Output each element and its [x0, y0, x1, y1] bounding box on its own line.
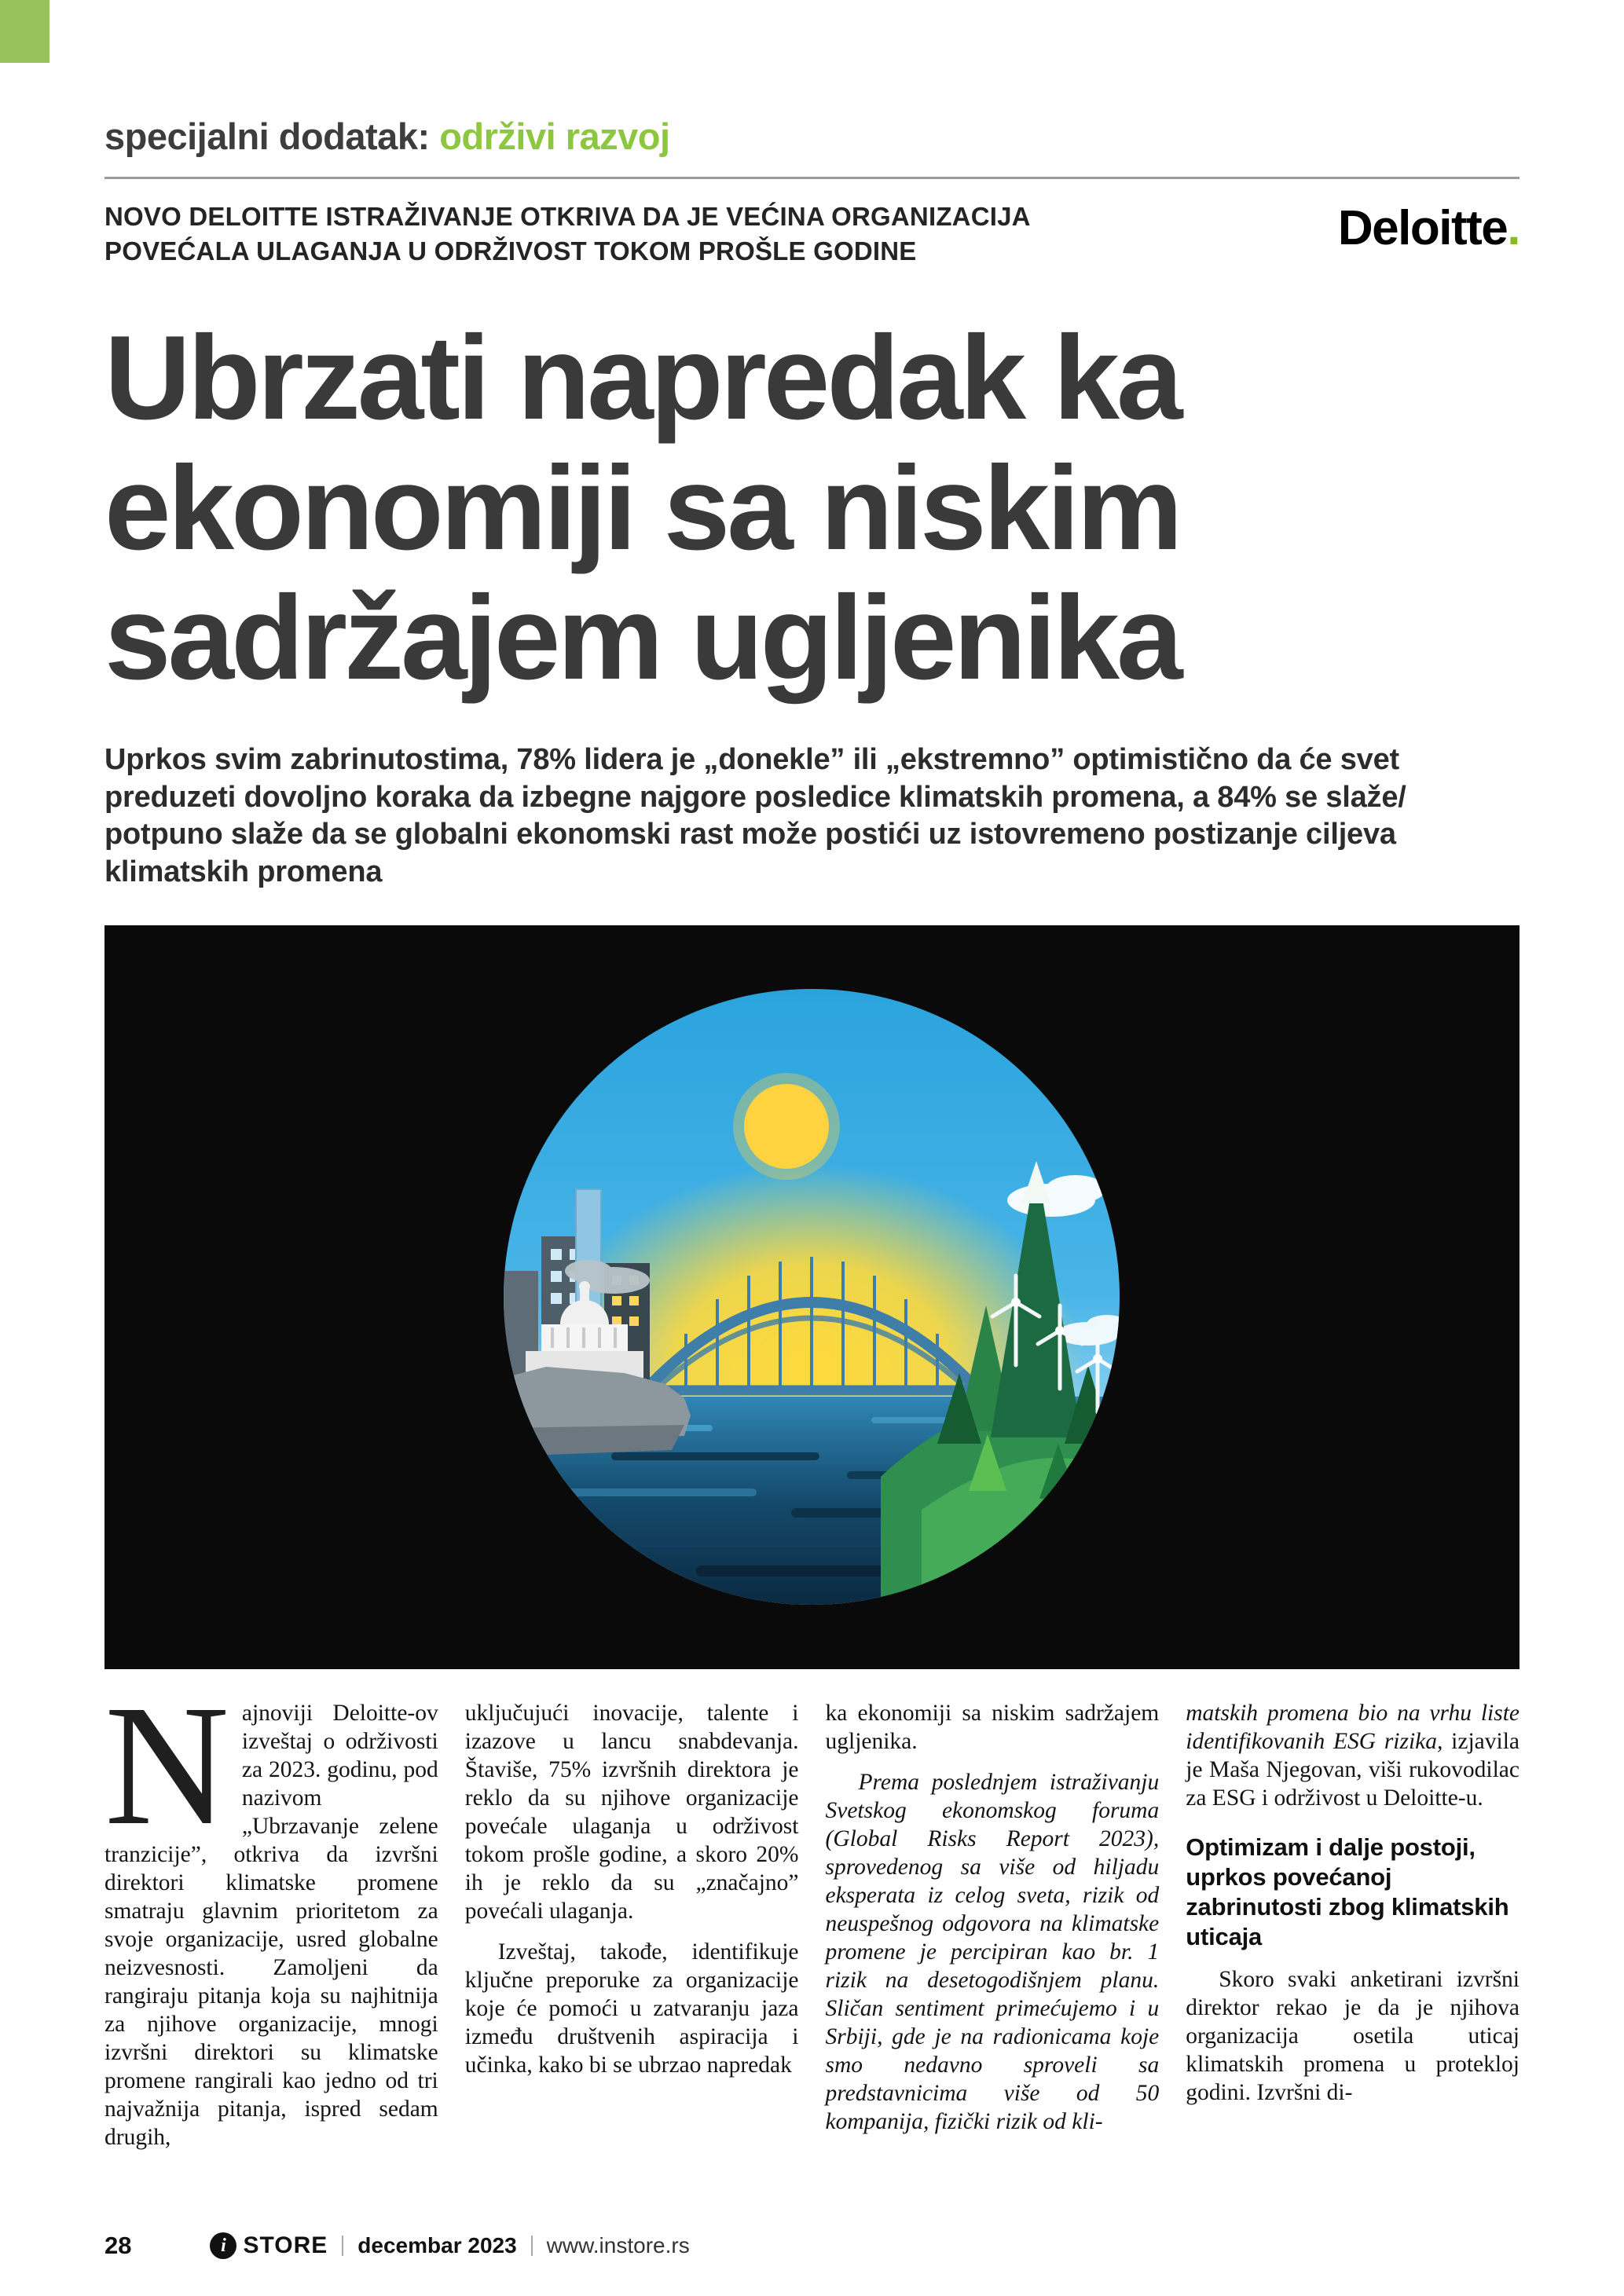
attribution-text: izjavila je Maša Njegovan, viši rukovodilac za ESG i održivost u Deloitte-u. [1186, 1729, 1520, 1811]
paragraph [104, 1669, 438, 2151]
drop-cap: N [104, 1669, 229, 1862]
headline-line-2: ekonomiji sa niskim [104, 441, 1180, 575]
deloitte-logo-text: Deloitte [1337, 201, 1508, 255]
article-column-1 [104, 1669, 438, 2151]
header-rule [104, 177, 1520, 179]
footer-divider [342, 2236, 343, 2256]
instore-brand [210, 2232, 328, 2259]
deloitte-logo-dot: . [1507, 201, 1520, 255]
masthead-row [104, 200, 1520, 268]
hero-illustration [104, 925, 1520, 1669]
corner-accent-square [0, 0, 49, 63]
issue-date: decembar 2023 [357, 2233, 517, 2258]
paragraph: Skoro svaki anketirani izvršni direktor rekao je da je njihova organizacija osetila uticaj klimatskih promena u protekloj godini. Izvršni di- [1186, 1967, 1520, 2106]
paragraph [1186, 1699, 1520, 1812]
page-content [104, 0, 1520, 2151]
article-columns [104, 1669, 1520, 2151]
headline-line-3: sadržajem ugljenika [104, 571, 1180, 705]
website-url: www.instore.rs [546, 2233, 690, 2258]
footer-group [210, 2232, 689, 2259]
page-number: 28 [104, 2232, 132, 2259]
article-column-3 [826, 1699, 1160, 2151]
kicker-line-2: POVEĆALA ULAGANJA U ODRŽIVOST TOKOM PROŠLE GODINE [104, 236, 917, 265]
quote-continuation: matskih promena bio na vrhu liste identifikovanih ESG rizika, [1186, 1701, 1520, 1755]
article-column-4 [1186, 1699, 1520, 2151]
section-label [104, 115, 1520, 158]
instore-logo-icon: i [210, 2232, 236, 2259]
hero-illustration-svg [104, 925, 1520, 1669]
paragraph: uključujući inovacije, talente i izazove u lancu snabdevanja. Štaviše, 75% izvršnih direktora je reklo da su njihove organizacije povećale ulaganja u održivost tokom prošle godine, a skoro 20% ih je reklo da su „značajno” povećali ulaganja. [464, 1701, 799, 1924]
section-subhead: Optimizam i dalje postoji, uprkos povećanoj zabrinutosti zbog klimatskih uticaja [1186, 1833, 1509, 1950]
lead-paragraph: Uprkos svim zabrinutostima, 78% lidera je „donekle” ili „ekstremno” optimistično da će svet preduzeti dovoljno koraka da izbegne najgore posledice klimatskih promena, a 84% se slaže/ potpuno slaže da se globalni ekonomski rast može postići uz istovremeno postizanje ciljeva klimatskih promena [104, 743, 1406, 888]
paragraph: ka ekonomiji sa niskim sadržajem ugljenika. [825, 1701, 1160, 1755]
article-column-2 [465, 1699, 799, 2151]
deloitte-logo [1337, 201, 1520, 255]
paragraph: Izveštaj, takođe, identifikuje ključne preporuke za organizacije koje će pomoći u zatvaranju jaza između društvenih aspiracija i učinka, kako bi se ubrzao napredak [464, 1939, 799, 2078]
section-label-prefix: specijalni dodatak: [104, 115, 440, 157]
page-footer [104, 2232, 1520, 2260]
kicker [104, 200, 1031, 268]
headline-line-1: Ubrzati napredak ka [104, 311, 1180, 445]
instore-brand-text: STORE [243, 2232, 328, 2258]
footer-divider [531, 2236, 533, 2256]
section-label-highlight: održivi razvoj [439, 115, 670, 157]
column1-text: ajnoviji Deloitte-ov izveštaj o održivosti za 2023. godinu, pod nazivom „Ubrzavanje zelene tranzicije”, otkriva da izvršni direktori klimatske promene smatraju glavnim prioritetom za svoje organizacije, usred globalne neizvesnosti. Zamoljeni da rangiraju pitanja koja su najhitnija za njihove organizacije, mnogi izvršni direktori su klimatske promene rangirali kao jedno od tri najvažnija pitanja, ispred sedam drugih, [104, 1701, 438, 2151]
headline [104, 313, 1520, 704]
paragraph-quote: Prema poslednjem istraživanju Svetskog ekonomskog foruma (Global Risks Report 2023), sprovedenog sa više od hiljadu eksperata iz celog sveta, rizik od neuspešnog odgovora na klimatske promene je percipiran kao br. 1 rizik na desetogodišnjem planu. Sličan sentiment primećujemo i u Srbiji, gde je na radionicama koje smo nedavno sproveli sa predstavnicima više od 50 kompanija, fizički rizik od kli- [825, 1770, 1160, 2135]
kicker-line-1: NOVO DELOITTE ISTRAŽIVANJE OTKRIVA DA JE VEĆINA ORGANIZACIJA [104, 202, 1031, 231]
